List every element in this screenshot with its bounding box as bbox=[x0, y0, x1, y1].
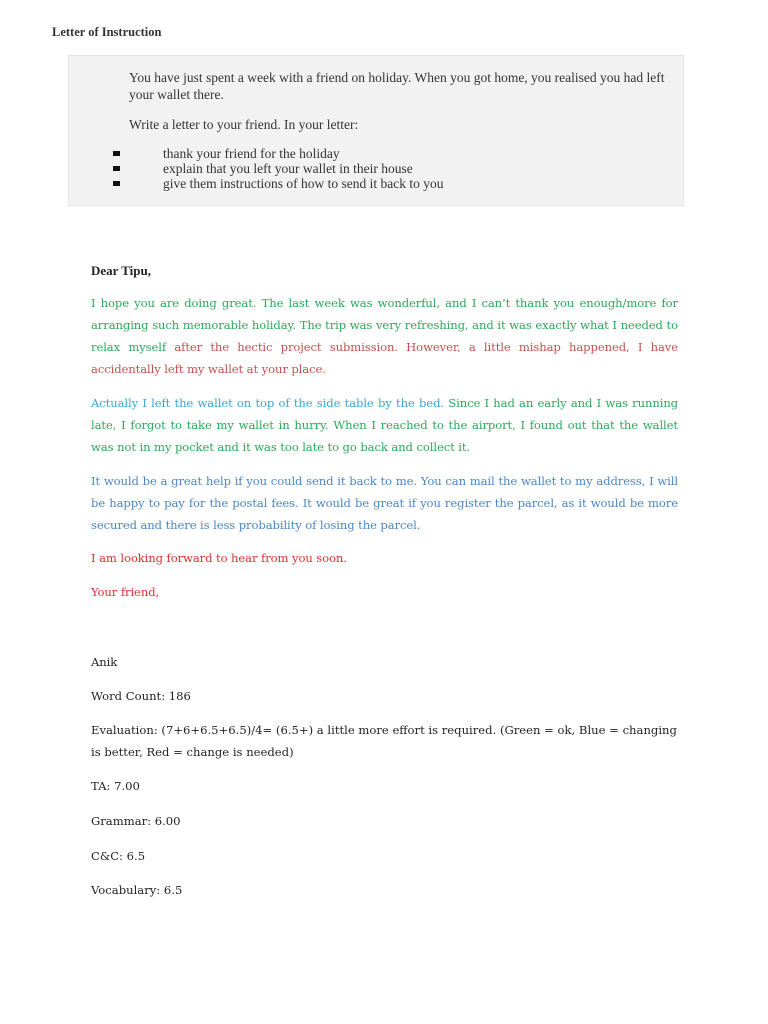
letter-salutation: Dear Tipu, bbox=[91, 263, 151, 278]
document-title: Letter of Instruction bbox=[52, 25, 162, 39]
task-prompt-box bbox=[68, 55, 684, 206]
score-vocabulary: Vocabulary: 6.5 bbox=[91, 883, 183, 897]
paragraph-2-ok-text: Since I had an early and I was running late, I forgot to take my wallet in hurry. When I reached to the airport, I found out that the wallet was not in my pocket and it was too late to go back and collect it. bbox=[91, 396, 679, 454]
square-bullet-icon bbox=[113, 181, 120, 186]
square-bullet-icon bbox=[113, 166, 120, 171]
score-ta: TA: 7.00 bbox=[91, 779, 140, 793]
prompt-bullet bbox=[113, 146, 443, 161]
letter-sign-off: Your friend, bbox=[91, 585, 160, 599]
square-bullet-icon bbox=[113, 151, 120, 156]
prompt-instruction: Write a letter to your friend. In your letter: bbox=[129, 117, 359, 132]
word-count: Word Count: 186 bbox=[91, 689, 191, 703]
score-grammar: Grammar: 6.00 bbox=[91, 814, 181, 828]
letter-paragraph-2 bbox=[91, 392, 678, 458]
prompt-bullet-text: thank your friend for the holiday bbox=[163, 146, 340, 161]
prompt-bullet-text: give them instructions of how to send it back to you bbox=[163, 176, 444, 191]
prompt-bullet-text: explain that you left your wallet in their house bbox=[163, 161, 413, 176]
letter-closing: I am looking forward to hear from you soon. bbox=[91, 551, 347, 565]
paragraph-1-change-needed-text: after the hectic project submission. However, a little mishap happened, I have accidentally left my wallet at your place. bbox=[91, 340, 678, 376]
prompt-bullet-list bbox=[113, 146, 443, 191]
paragraph-2-change-better-text: Actually I left the wallet on top of the side table by the bed. bbox=[91, 396, 444, 410]
paragraph-1-ok-text: I hope you are doing great. The last week was wonderful, and I can’t thank you enough/more for arranging such memorable holiday. The trip was very refreshing, and it was exactly what I needed to relax myself bbox=[91, 296, 678, 354]
evaluation-summary: Evaluation: (7+6+6.5+6.5)/4= (6.5+) a little more effort is required. (Green = ok, Blue = changing is better, Red = change is needed) bbox=[91, 723, 677, 759]
prompt-bullet bbox=[113, 176, 443, 191]
prompt-scenario: You have just spent a week with a friend on holiday. When you got home, you realised you had left your wallet there. bbox=[129, 70, 665, 102]
letter-paragraph-3: It would be a great help if you could send it back to me. You can mail the wallet to my address, I will be happy to pay for the postal fees. It would be great if you register the parcel, as it would be more secured and there is less probability of losing the parcel. bbox=[91, 474, 678, 532]
prompt-bullet bbox=[113, 161, 443, 176]
letter-paragraph-1 bbox=[91, 292, 678, 380]
score-cc: C&C: 6.5 bbox=[91, 849, 146, 863]
letter-signature: Anik bbox=[91, 655, 118, 669]
